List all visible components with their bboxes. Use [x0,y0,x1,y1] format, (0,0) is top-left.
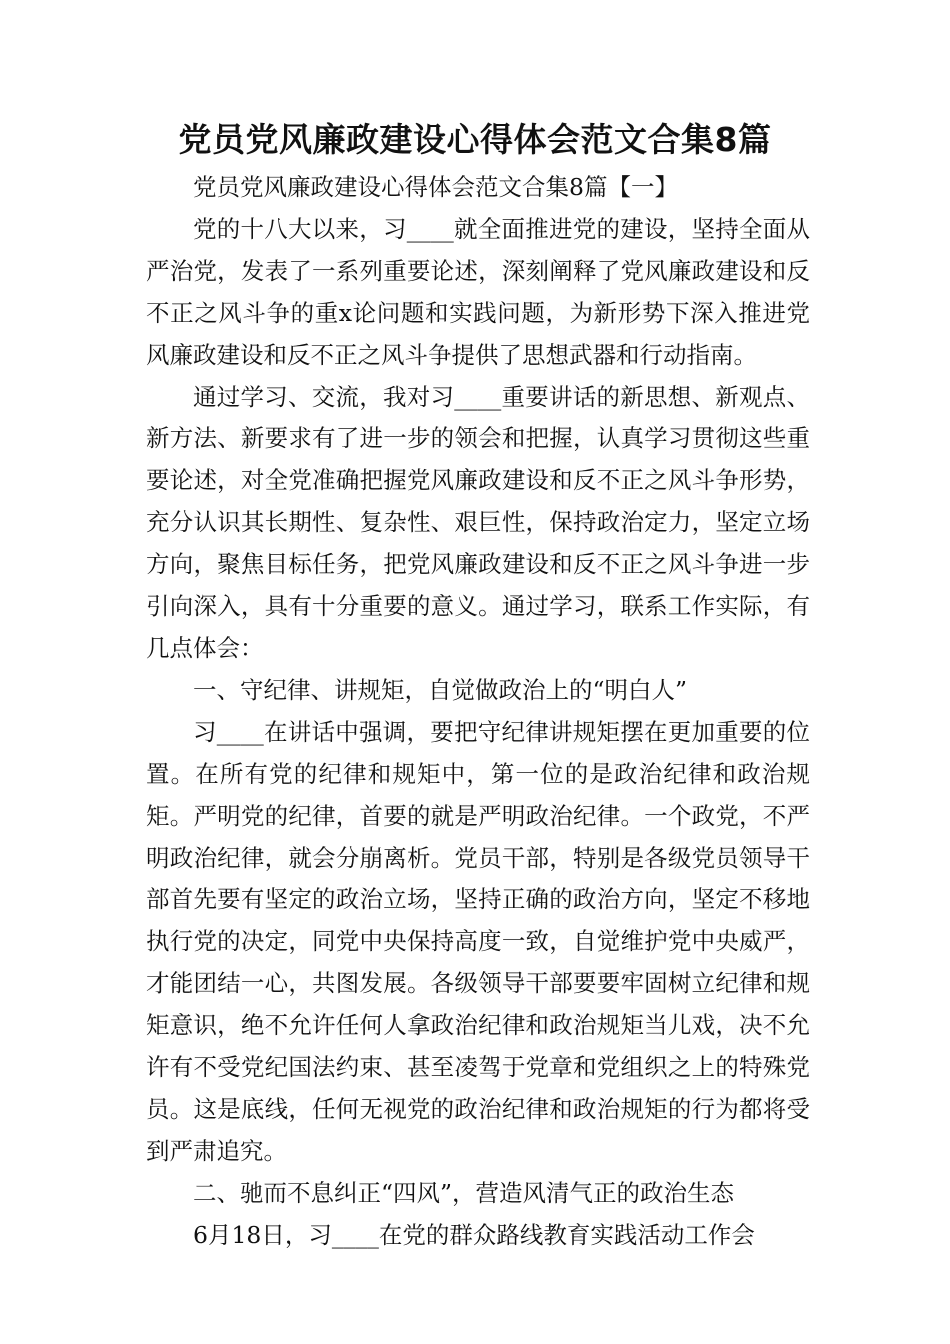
section-heading-3: 二、驰而不息纠正“四风”，营造风清气正的政治生态 [193,1178,735,1207]
paragraph-4: 6月18日，习____在党的群众路线教育实践活动工作会 [193,1220,755,1249]
document-body [146,167,810,1257]
paragraph-1: 党的十八大以来，习____就全面推进党的建设，坚持全面从严治党，发表了一系列重要论述，深刻阐释了党风廉政建设和反不正之风斗争的重x论问题和实践问题，为新形势下深入推进党风廉政建设和反不正之风斗争提供了思想武器和行动指南。 [146,214,810,369]
section-heading-1: 党员党风廉政建设心得体会范文合集8篇【一】 [193,173,678,201]
section-heading-2: 一、守纪律、讲规矩，自觉做政治上的“明白人” [193,675,688,704]
document-title: 党员党风廉政建设心得体会范文合集8篇 [178,120,772,159]
paragraph-2: 通过学习、交流，我对习____重要讲话的新思想、新观点、新方法、新要求有了进一步的领会和把握，认真学习贯彻这些重要论述，对全党准确把握党风廉政建设和反不正之风斗争形势，充分认识其长期性、复杂性、艰巨性，保持政治定力，坚定立场方向，聚焦目标任务，把党风廉政建设和反不正之风斗争进一步引向深入，具有十分重要的意义。通过学习，联系工作实际，有几点体会： [146,382,810,662]
paragraph-3: 习____在讲话中强调，要把守纪律讲规矩摆在更加重要的位置。在所有党的纪律和规矩中，第一位的是政治纪律和政治规矩。严明党的纪律，首要的就是严明政治纪律。一个政党，不严明政治纪律，就会分崩离析。党员干部，特别是各级党员领导干部首先要有坚定的政治立场，坚持正确的政治方向，坚定不移地执行党的决定，同党中央保持高度一致，自觉维护党中央威严，才能团结一心，共图发展。各级领导干部要要牢固树立纪律和规矩意识，绝不允许任何人拿政治纪律和政治规矩当儿戏，决不允许有不受党纪国法约束、甚至凌驾于党章和党组织之上的特殊党员。这是底线，任何无视党的政治纪律和政治规矩的行为都将受到严肃追究。 [146,717,810,1165]
